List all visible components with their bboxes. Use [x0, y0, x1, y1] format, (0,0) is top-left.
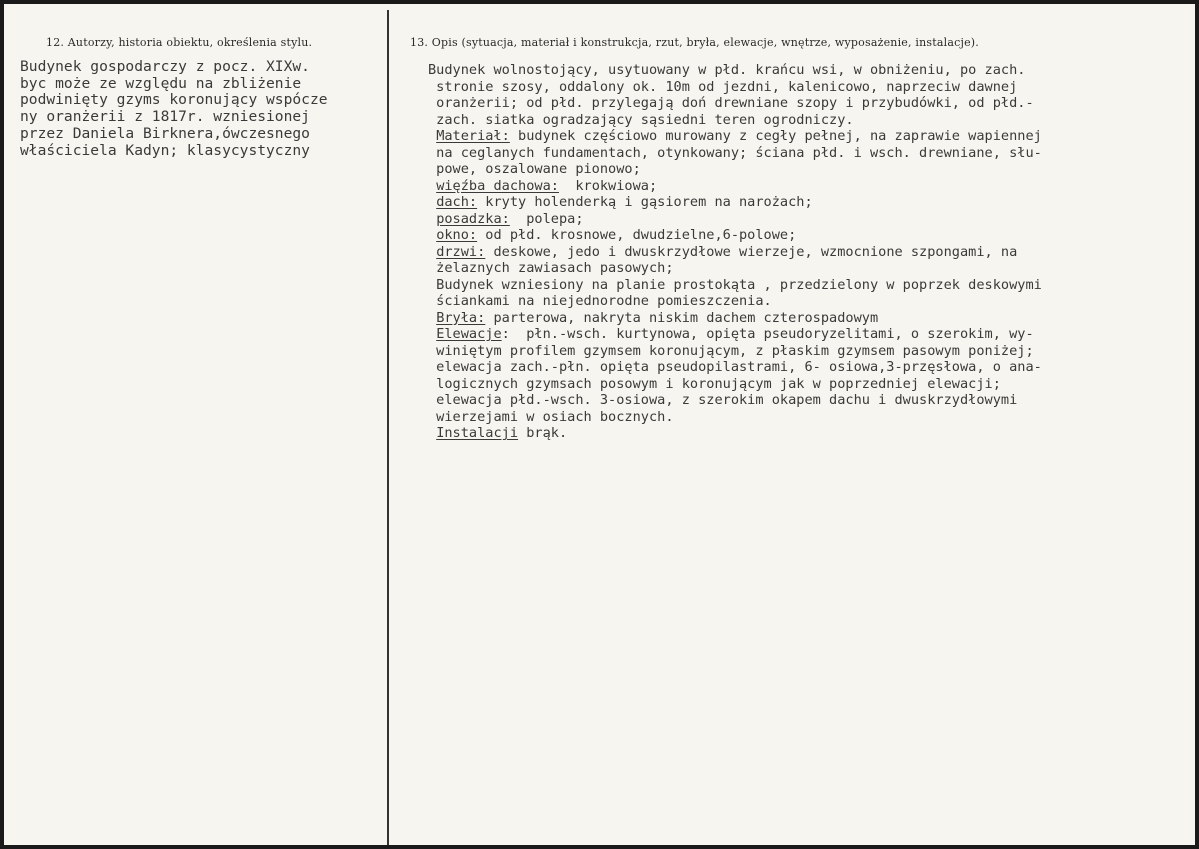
section-13-header: 13. Opis (sytuacja, materiał i konstrukcja, rzut, bryła, elewacje, wnętrze, wyposażenie, instalacje).: [410, 36, 979, 49]
description-line: [428, 409, 1042, 426]
left-text-line: byc może ze względu na zbliżenie: [20, 74, 302, 92]
field-label: okno:: [436, 227, 478, 243]
field-text: budynek częściowo murowany z cegły pełnej, na zaprawie wapiennej: [509, 128, 1042, 144]
field-text: deskowe, jedo i dwuskrzydłowe wierzeje, wzmocnione szpongami, na: [485, 243, 1018, 260]
description-line: [428, 112, 1042, 129]
description-line: [428, 376, 1042, 393]
left-text-line: przez Daniela Birknera,ówczesnego: [20, 124, 310, 142]
description-text: [428, 62, 1042, 442]
description-line: [428, 227, 1042, 244]
description-line: [428, 359, 1042, 376]
description-line: [428, 95, 1042, 112]
left-text-line: ny oranżerii z 1817r. wzniesionej: [20, 108, 310, 126]
field-text: na ceglanych fundamentach, otynkowany; ściana płd. i wsch. drewniane, słu-: [428, 144, 1042, 161]
description-line: [428, 161, 1042, 178]
field-text: polepa;: [509, 210, 584, 227]
field-text: Budynek wolnostojący, usytuowany w płd. krańcu wsi, w obniżeniu, po zach.: [428, 62, 1026, 78]
field-text: wierzejami w osiach bocznych.: [428, 408, 674, 425]
field-text: od płd. krosnowe, dwudzielne,6-polowe;: [477, 227, 797, 243]
left-text-line: podwinięty gzyms koronujący wspócze: [20, 91, 328, 109]
field-text: parterowa, nakryta niskim dachem czterospadowym: [485, 309, 879, 326]
field-text: ściankami na niejednorodne pomieszczenia.: [428, 293, 772, 309]
field-text: Budynek wzniesiony na planie prostokąta , przedzielony w poprzek deskowymi: [428, 276, 1042, 293]
description-line: [428, 128, 1042, 145]
section-12-header: 12. Autorzy, historia obiektu, określenia stylu.: [46, 36, 313, 49]
field-label: Materiał:: [436, 128, 510, 144]
field-text: elewacja płd.-wsch. 3-osiowa, z szerokim okapem dachu i dwuskrzydłowymi: [428, 392, 1018, 408]
authors-history-text: [20, 59, 328, 159]
field-text: oranżerii; od płd. przylegają doń drewniane szopy i przybudówki, od płd.-: [428, 95, 1034, 111]
field-text: : płn.-wsch. kurtynowa, opięta pseudoryzelitami, o szerokim, wy-: [501, 326, 1034, 342]
field-label: dach:: [436, 194, 478, 210]
field-text: zach. siatka ogradzający sąsiedni teren ogrodniczy.: [428, 111, 854, 128]
field-text: elewacja zach.-płn. opięta pseudopilastrami, 6- osiowa,3-przęsłowa, o ana-: [428, 359, 1042, 375]
description-line: [428, 293, 1042, 310]
description-line: [428, 211, 1042, 228]
left-text-line: Budynek gospodarczy z pocz. XIXw.: [20, 58, 310, 75]
record-card: [4, 4, 1195, 845]
description-line: [428, 244, 1042, 261]
field-text: winiętym profilem gzymsem koronującym, z płaskim gzymsem pasowym poniżej;: [428, 342, 1034, 359]
description-line: [428, 62, 1042, 79]
description-line: [428, 310, 1042, 327]
description-line: [428, 194, 1042, 211]
field-label: Elewacje: [436, 326, 502, 342]
field-text: logicznych gzymsach posowym i koronującym jak w poprzedniej elewacji;: [428, 375, 1001, 392]
field-label: Instalacji: [436, 425, 519, 441]
description-line: [428, 343, 1042, 360]
description-line: [428, 260, 1042, 277]
field-text: kryty holenderką i gąsiorem na narożach;: [477, 194, 813, 210]
description-line: [428, 178, 1042, 195]
field-label: drzwi:: [436, 243, 486, 260]
field-text: krokwiowa;: [558, 177, 658, 194]
left-text-line: właściciela Kadyn; klasycystyczny: [20, 141, 310, 159]
field-label: posadzka:: [436, 210, 510, 227]
field-label: Bryła:: [436, 309, 486, 326]
description-line: [428, 145, 1042, 162]
description-line: [428, 277, 1042, 294]
field-text: żelaznych zawiasach pasowych;: [428, 260, 674, 276]
field-text: powe, oszalowane pionowo;: [428, 161, 641, 177]
column-divider: [387, 10, 389, 845]
field-text: brąk.: [518, 425, 568, 441]
description-line: [428, 326, 1042, 343]
field-text: stronie szosy, oddalony ok. 10m od jezdni, kalenicowo, naprzeciw dawnej: [428, 78, 1018, 95]
description-line: [428, 392, 1042, 409]
description-line: [428, 425, 1042, 442]
description-line: [428, 79, 1042, 96]
field-label: więźba dachowa:: [436, 177, 559, 194]
